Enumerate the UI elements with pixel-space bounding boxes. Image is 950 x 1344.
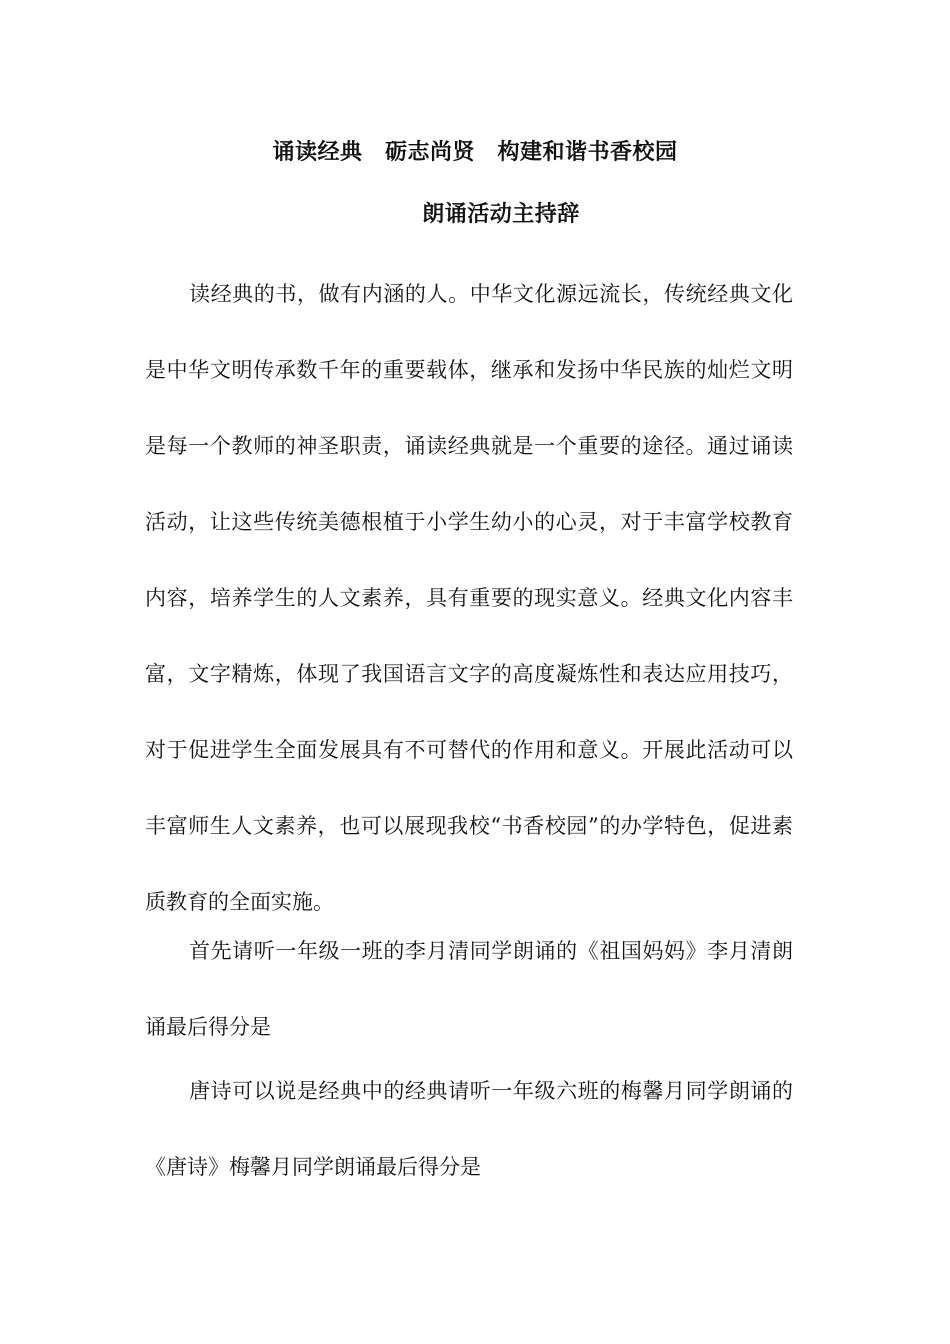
document-subtitle: 朗诵活动主持辞 [422,201,580,227]
body-section-second-reading [145,1053,793,1205]
paragraph-intro: 读经典的书，做有内涵的人。中华文化源远流长，传统经典文化是中华文明传承数千年的重要载体，继承和发扬中华民族的灿烂文明是每一个教师的神圣职责，诵读经典就是一个重要的途径。通过诵读活动，让这些传统美德根植于小学生幼小的心灵，对于丰富学校教育内容，培养学生的人文素养，具有重要的现实意义。经典文化内容丰富，文字精炼，体现了我国语言文字的高度凝炼性和表达应用技巧，对于促进学生全面发展具有不可替代的作用和意义。开展此活动可以丰富师生人文素养，也可以展现我校“书香校园”的办学特色，促进素质教育的全面实施。 [145,282,793,914]
document-title: 诵读经典 砺志尚贤 构建和谐书香校园 [272,139,678,165]
paragraph-second-reading: 唐诗可以说是经典中的经典请听一年级六班的梅馨月同学朗诵的《唐诗》梅馨月同学朗诵最后得分是 [145,1079,793,1179]
body-section-intro [145,256,793,940]
paragraph-first-reading: 首先请听一年级一班的李月清同学朗诵的《祖国妈妈》李月清朗诵最后得分是 [145,939,793,1039]
body-section-first-reading [145,913,793,1065]
